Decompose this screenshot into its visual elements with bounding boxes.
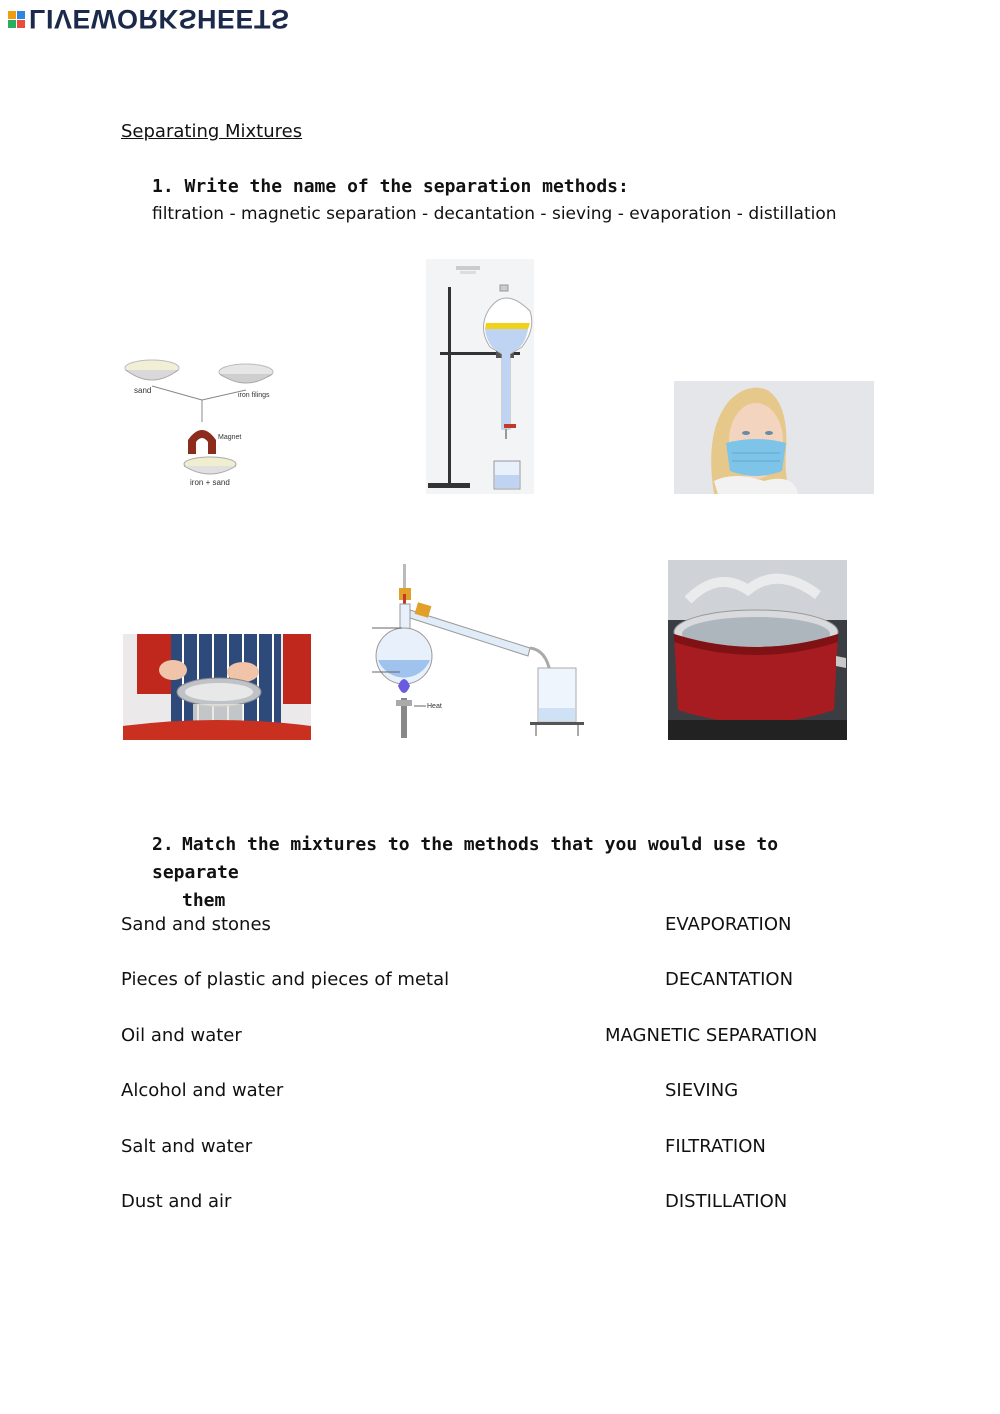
magnetic-separation-image: [122, 356, 278, 492]
distillation-image: [370, 560, 585, 740]
label-magnet: Magnet: [218, 434, 242, 441]
separating-funnel-image: [426, 259, 534, 494]
label-iron-filings: iron filings: [238, 392, 270, 399]
method-sieving[interactable]: SIEVING: [665, 1080, 739, 1101]
logo-blocks-icon: [8, 11, 25, 28]
word-bank: filtration - magnetic separation - decantation - sieving - evaporation - distillation: [152, 204, 837, 224]
question-2: [152, 831, 872, 915]
mixture-dust-air[interactable]: Dust and air: [121, 1191, 232, 1212]
question-2-number: 2.: [152, 834, 174, 855]
question-2-line-2: them: [182, 890, 226, 911]
mixture-salt-water[interactable]: Salt and water: [121, 1136, 253, 1157]
mixture-sand-stones[interactable]: Sand and stones: [121, 914, 271, 935]
mixture-oil-water[interactable]: Oil and water: [121, 1025, 242, 1046]
question-2-line-1: Match the mixtures to the methods that you would use to separate: [152, 834, 779, 883]
mixture-plastic-metal[interactable]: Pieces of plastic and pieces of metal: [121, 969, 450, 990]
label-sand: sand: [134, 386, 152, 395]
logo-text: LIVEWORKSHEETS: [29, 4, 290, 34]
face-mask-image: [674, 381, 874, 494]
worksheet-title: Separating Mixtures: [121, 121, 303, 142]
label-heat: Heat: [427, 703, 442, 710]
label-iron-sand: iron + sand: [190, 478, 230, 487]
method-magnetic-separation[interactable]: MAGNETIC SEPARATION: [605, 1025, 818, 1046]
method-distillation[interactable]: DISTILLATION: [665, 1191, 788, 1212]
sieving-image: [123, 634, 311, 740]
liveworksheets-logo: [8, 6, 290, 32]
mixture-alcohol-water[interactable]: Alcohol and water: [121, 1080, 284, 1101]
question-1: 1. Write the name of the separation methods:: [152, 176, 629, 197]
method-decantation[interactable]: DECANTATION: [665, 969, 794, 990]
method-filtration[interactable]: FILTRATION: [665, 1136, 766, 1157]
method-evaporation[interactable]: EVAPORATION: [665, 914, 792, 935]
boiling-pot-image: [668, 560, 847, 740]
